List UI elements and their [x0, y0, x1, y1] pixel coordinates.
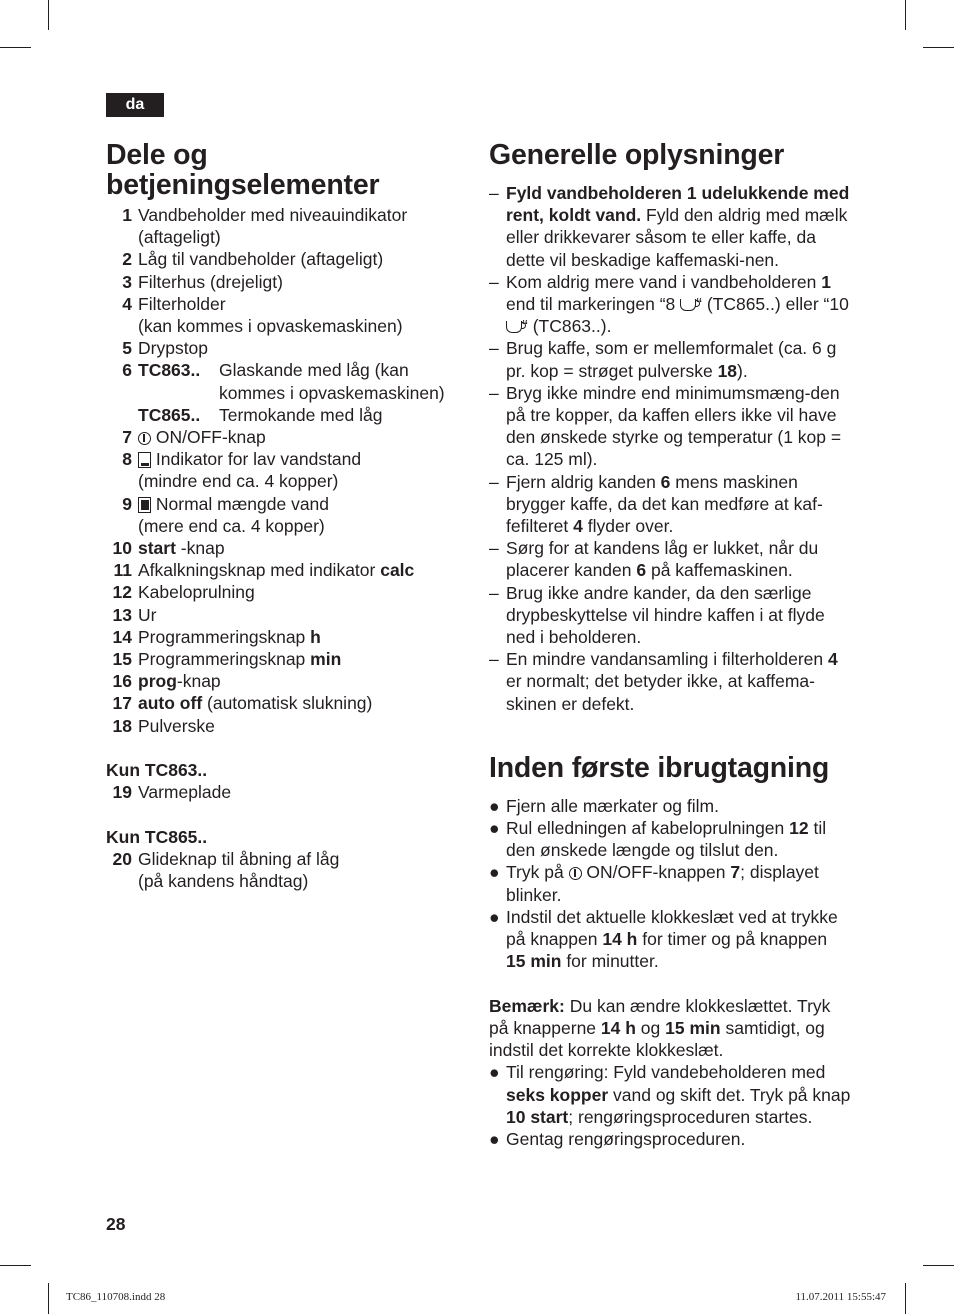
subheading-tc865: Kun TC865.. — [106, 826, 208, 847]
list-item: 3 Filterhus (drejeligt) — [122, 271, 283, 292]
list-item: – Fjern aldrig kanden 6 mens maskinen brygger kaffe, da det kan medføre at kaf-fefilteret 4 flyder over. — [489, 471, 823, 537]
list-item: ● Gentag rengøringsproceduren. — [489, 1128, 746, 1149]
list-item: ● Rul elledningen af kabeloprulningen 12 til den ønskede længde og tilslut den. — [489, 818, 827, 861]
general-list — [489, 182, 851, 715]
parts-list — [106, 204, 458, 892]
list-item: ● Til rengøring: Fyld vandebeholderen med seks kopper vand og skift det. Tryk på knap 10 start; rengøringsproceduren startes. — [489, 1062, 851, 1127]
crop-mark — [923, 47, 954, 48]
full-water-icon — [138, 497, 151, 513]
crop-mark — [0, 1265, 31, 1266]
first-use-list — [489, 795, 851, 1150]
list-item: 1 Vandbeholder med niveauindikator (aftageligt) — [122, 205, 408, 248]
list-item: 11 Afkalkningsknap med indikator calc — [113, 560, 415, 581]
list-item: 8 Indikator for lav vandstand (mindre end ca. 4 kopper) — [122, 449, 362, 492]
right-column — [489, 140, 851, 1150]
list-item: 17 auto off (automatisk slukning) — [112, 693, 373, 714]
subheading-tc863: Kun TC863.. — [106, 760, 208, 781]
list-item: 18 Pulverske — [112, 715, 215, 736]
list-item: 7 ON/OFF-knap — [122, 427, 266, 448]
list-item: – En mindre vandansamling i filterholderen 4 er normalt; det betyder ikke, at kaffema-skinen er defekt. — [489, 649, 838, 714]
list-item: 15 Programmeringsknap min — [112, 649, 342, 670]
crop-mark — [48, 0, 49, 30]
list-item: 14 Programmeringsknap h — [112, 626, 321, 647]
left-column — [106, 140, 458, 892]
language-tab: da — [106, 93, 164, 117]
list-item: 2 Låg til vandbeholder (aftageligt) — [122, 249, 384, 270]
footer-file-info: TC86_110708.indd 28 — [66, 1291, 166, 1303]
list-item: 20 Glideknap til åbning af låg (på kandens håndtag) — [112, 848, 340, 892]
crop-mark — [48, 1283, 49, 1314]
list-item: 19 Varmeplade — [112, 782, 232, 803]
list-item: 16 prog-knap — [112, 671, 221, 692]
crop-mark — [923, 1265, 954, 1266]
list-item: – Bryg ikke mindre end minimumsmæng-den på tre kopper, da kaffen ellers ikke vil have den ønskede styrke og temperatur (1 kop = ca. 125 ml). — [489, 382, 842, 470]
page-number: 28 — [106, 1214, 126, 1234]
list-item: – Sørg for at kandens låg er lukket, når du placerer kanden 6 på kaffemaskinen. — [489, 538, 819, 581]
list-item: 6 TC863.. Glaskande med låg (kan kommes i opvaskemaskinen) TC865.. Termokande med låg — [122, 360, 445, 425]
parts-title: Dele og betjeningselementer — [106, 139, 380, 201]
list-item: – Fyld vandbeholderen 1 udelukkende med rent, koldt vand. Fyld den aldrig med mælk eller drikkevarer såsom te eller kaffe, da dette vil beskadige kaffemaski-nen. — [489, 183, 850, 270]
crop-mark — [905, 1283, 906, 1314]
power-icon — [138, 432, 151, 445]
cup-icon — [680, 299, 696, 311]
list-item: 9 Normal mængde vand (mere end ca. 4 kopper) — [122, 493, 330, 536]
list-item: – Brug ikke andre kander, da den særlige drypbeskyttelse vil hindre kaffen i at flyde ned i beholderen. — [489, 582, 825, 648]
list-item: – Brug kaffe, som er mellemformalet (ca. 6 g pr. kop = strøget pulverske 18). — [489, 338, 837, 381]
footer-timestamp: 11.07.2011 15:55:47 — [795, 1291, 886, 1303]
list-item: 5 Drypstop — [122, 338, 209, 359]
list-item: 4 Filterholder (kan kommes i opvaskemaskinen) — [122, 293, 403, 337]
list-item: 13 Ur — [112, 604, 157, 625]
power-icon — [569, 867, 582, 880]
crop-mark — [905, 0, 906, 30]
note-paragraph: Bemærk: Du kan ændre klokkeslættet. Tryk på knapperne 14 h og 15 min samtidigt, og indstil det korrekte klokkeslæt. — [489, 995, 831, 1061]
list-item: ● Fjern alle mærkater og film. — [489, 795, 719, 816]
list-item: ● Tryk på ON/OFF-knappen 7; displayet blinker. — [489, 862, 819, 905]
crop-mark — [0, 47, 31, 48]
list-item: 10 start -knap — [112, 538, 225, 559]
low-water-icon — [138, 452, 151, 468]
first-use-title: Inden første ibrugtagning — [489, 751, 830, 784]
list-item: 12 Kabeloprulning — [112, 582, 255, 603]
general-title: Generelle oplysninger — [489, 139, 785, 171]
list-item: ● Indstil det aktuelle klokkeslæt ved at trykke på knappen 14 h for timer og på knappen 15 min for minutter. — [489, 906, 838, 972]
list-item: – Kom aldrig mere vand i vandbeholderen 1 end til markeringen “8 “ (TC865..) eller “10 “ (TC863..). — [489, 271, 849, 337]
cup-icon — [506, 321, 522, 333]
